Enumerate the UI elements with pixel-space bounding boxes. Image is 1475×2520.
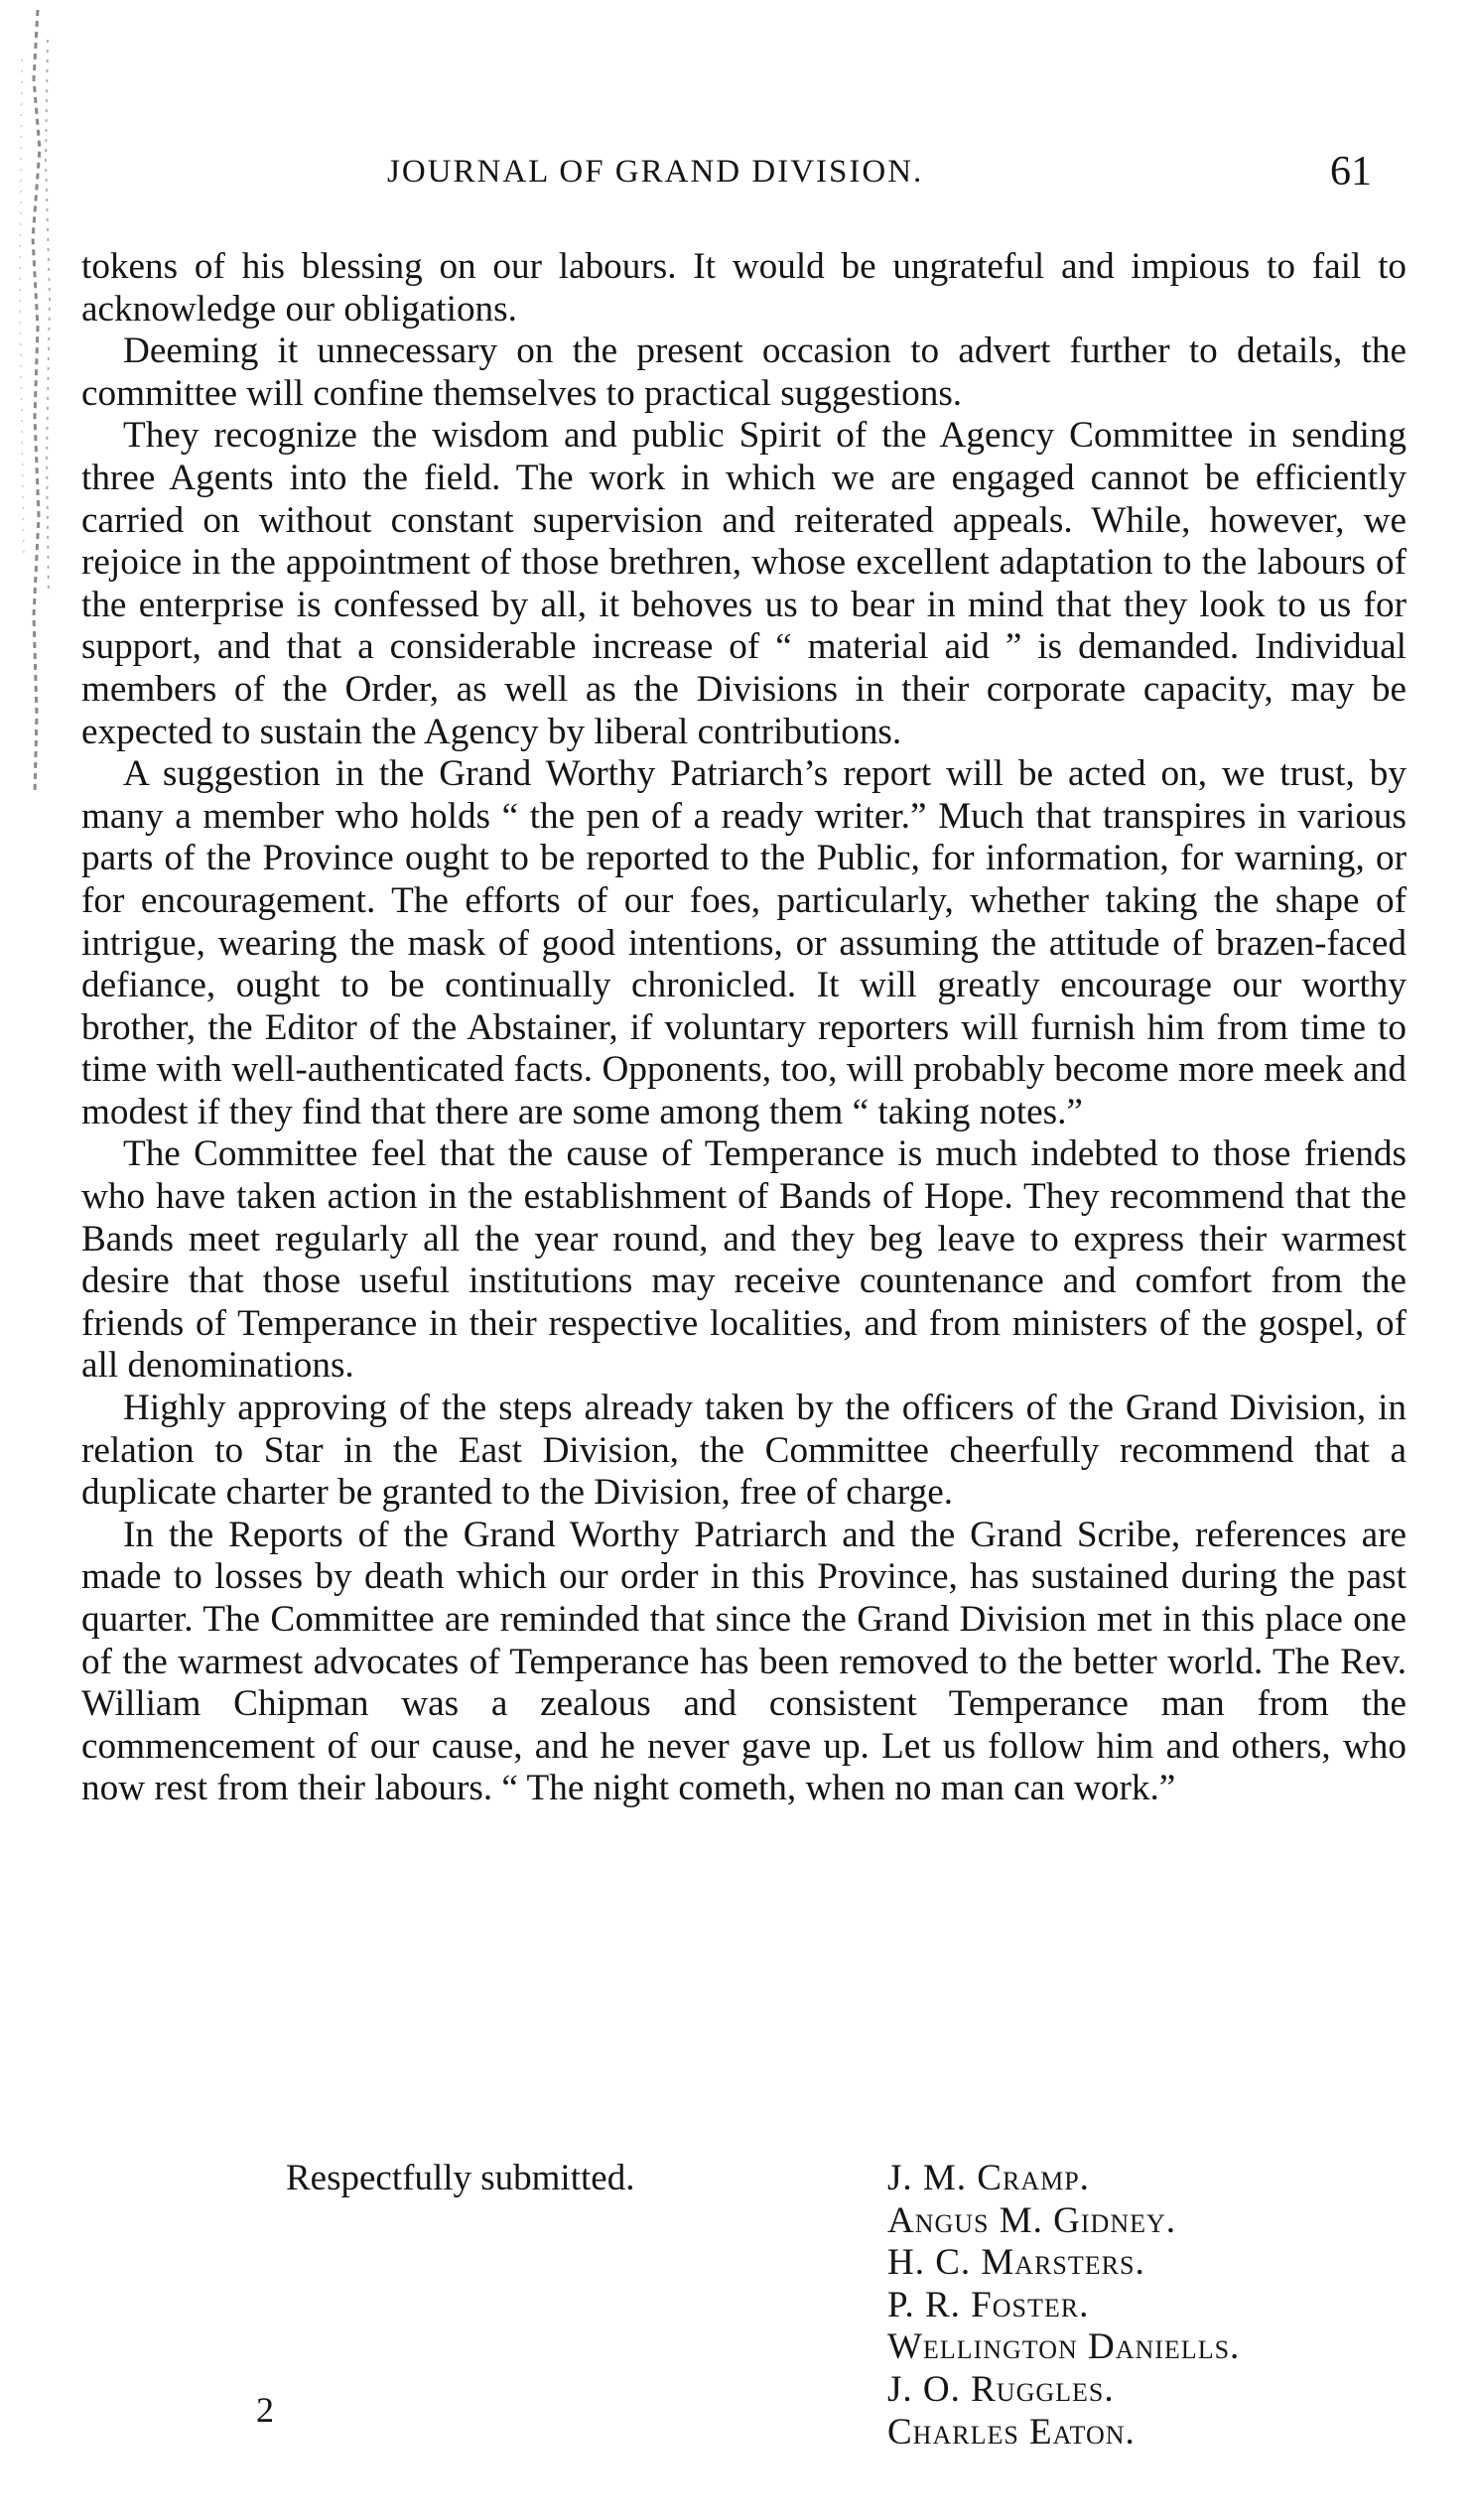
paragraph: They recognize the wisdom and public Spirit of the Agency Committee in sending three Agents into the field. The work in which we are engaged cannot be efficiently carried on without constant supervision and reiterated appeals. While, however, we rejoice in the appointment of those brethren, whose excellent adaptation to the labours of the enterprise is confessed by all, it behoves us to bear in mind that they look to us for support, and that a considerable increase of “ material aid ” is demanded. Individual members of the Order, as well as the Divisions in their corporate capacity, may be expected to sustain the Agency by liberal contributions.: [81, 415, 1407, 752]
signer-name: Charles Eaton.: [887, 2411, 1136, 2453]
page-number: 61: [1330, 149, 1372, 195]
paragraph: A suggestion in the Grand Worthy Patriarch’s report will be acted on, we trust, by many a member who holds “ the pen of a ready writer.” Much that transpires in various parts of the Province ought to be reported to the Public, for information, for warning, or for encouragement. The efforts of our foes, particularly, whether taking the shape of intrigue, wearing the mask of good intentions, or assuming the attitude of brazen-faced defiance, ought to be continually chronicled. It will greatly encourage our worthy brother, the Editor of the Abstainer, if voluntary reporters will furnish him from time to time with well-authenticated facts. Opponents, too, will probably become more meek and modest if they find that there are some among them “ taking notes.”: [81, 753, 1407, 1132]
body-text: [81, 246, 1407, 1810]
signer-name: J. M. Cramp.: [887, 2158, 1090, 2198]
page-binding-edge: [0, 0, 60, 814]
running-title: JOURNAL OF GRAND DIVISION.: [387, 154, 924, 190]
signer-name: J. O. Ruggles.: [887, 2368, 1115, 2410]
paragraph: tokens of his blessing on our labours. It would be ungrateful and impious to fail to acknowledge our obligations.: [81, 246, 1407, 330]
paragraph: Deeming it unnecessary on the present occasion to advert further to details, the committee will confine themselves to practical suggestions.: [81, 331, 1407, 414]
signer-name: P. R. Foster.: [887, 2284, 1090, 2325]
signature-mark: 2: [256, 2390, 274, 2430]
paragraph: The Committee feel that the cause of Temperance is much indebted to those friends who have taken action in the establishment of Bands of Hope. They recommend that the Bands meet regularly all the year round, and they beg leave to express their warmest desire that those useful institutions may receive countenance and comfort from the friends of Temperance in their respective localities, and from ministers of the gospel, of all denominations.: [81, 1133, 1407, 1387]
signer-name: H. C. Marsters.: [887, 2242, 1145, 2284]
signer-list: [887, 2158, 1240, 2454]
paragraph: In the Reports of the Grand Worthy Patriarch and the Grand Scribe, references are made to losses by death which our order in this Province, has sustained during the past quarter. The Committee are reminded that since the Grand Division met in this place one of the warmest advocates of Temperance has been removed to the better world. The Rev. William Chipman was a zealous and consistent Temperance man from the commencement of our cause, and he never gave up. Let us follow him and others, who now rest from their labours. “ The night cometh, when no man can work.”: [81, 1514, 1407, 1809]
closing-line: Respectfully submitted.: [286, 2158, 635, 2198]
page-header: [81, 147, 1402, 197]
signer-name: Wellington Daniells.: [887, 2326, 1241, 2368]
signer-name: Angus M. Gidney.: [887, 2199, 1176, 2241]
paragraph: Highly approving of the steps already taken by the officers of the Grand Division, in relation to Star in the East Division, the Committee cheerfully recommend that a duplicate charter be granted to the Division, free of charge.: [81, 1388, 1407, 1514]
signature-block: [81, 2158, 1407, 2455]
